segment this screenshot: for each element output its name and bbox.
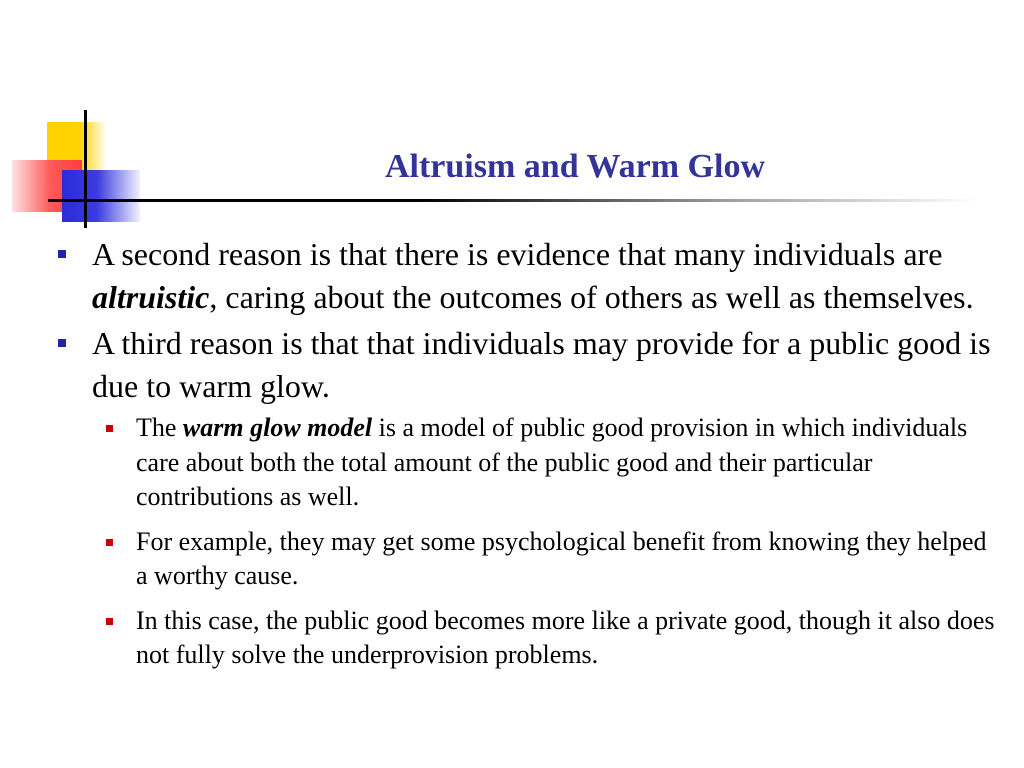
bullet-item [56,322,1006,408]
bullet-item [56,233,1006,319]
bullet-text-post: , caring about the outcomes of others as well as themselves. [209,279,974,315]
slide-body [56,233,1006,683]
sub-bullet-text-pre: The [136,413,183,442]
sub-bullet-item [136,604,1006,673]
sub-bullet-item [136,411,1006,515]
corner-decoration [0,100,140,230]
slide-title [200,148,995,186]
sub-bullet-text: In this case, the public good becomes more like a private good, though it also does not fully solve the underprovision problems. [136,605,995,669]
sub-bullet-list [56,411,1006,673]
sub-bullet-text-post: is a model of public good provision in which individuals care about both the total amount of the public good and their particular contributions as well. [136,413,968,511]
square-bullet-icon [58,339,66,347]
square-bullet-icon [106,425,113,432]
title-underline-rule [48,199,978,202]
square-bullet-icon [106,618,113,625]
slide-title-text: Altruism and Warm Glow [384,148,765,185]
sub-bullet-text: For example, they may get some psychological benefit from knowing they helped a worthy cause. [136,526,987,590]
bullet-emphasis: altruistic [92,279,210,315]
bullet-text-pre: A second reason is that there is evidence that many individuals are [92,236,943,272]
square-bullet-icon [58,250,66,258]
sub-bullet-emphasis: warm glow model [182,413,373,442]
vertical-rule [84,110,87,228]
bullet-text: A third reason is that that individuals may provide for a public good is due to warm glow. [92,325,991,404]
blue-square-decoration [62,170,140,222]
square-bullet-icon [106,539,113,546]
sub-bullet-item [136,525,1006,594]
